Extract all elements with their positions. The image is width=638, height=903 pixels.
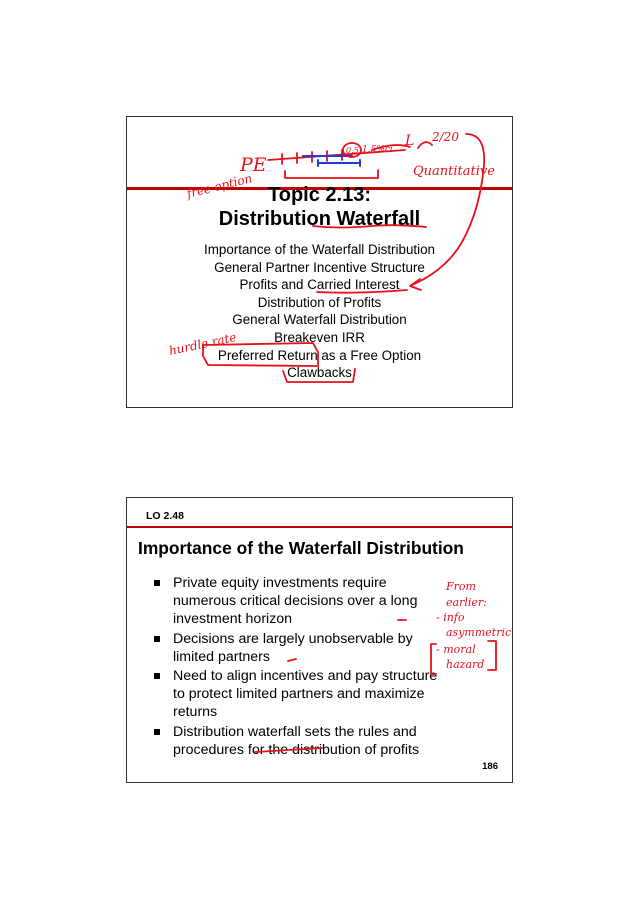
slide-topic — [126, 116, 513, 408]
annotation-line: From — [446, 580, 476, 593]
bullet-item: Decisions are largely unobservable by limited partners — [152, 630, 452, 666]
annotation-letter: L — [405, 133, 415, 149]
topic-item: Profits and Carried Interest — [239, 277, 400, 293]
annotation-circled-value: 0.5 — [346, 146, 359, 155]
bullet-square-icon — [154, 673, 160, 679]
slide-title: Importance of the Waterfall Distribution — [138, 538, 464, 558]
annotation-line: asymmetric — [446, 626, 512, 639]
annotation-fees: 2/20 — [432, 130, 459, 144]
topic-number: Topic 2.13: — [268, 184, 371, 206]
bullet-item: Need to align incentives and pay structure to protect limited partners and maximize returns — [152, 667, 452, 722]
annotation-pe: PE — [240, 154, 267, 176]
annotation-line: - info — [436, 611, 465, 624]
topic-item: Breakeven IRR — [274, 329, 365, 345]
slide-importance — [126, 497, 513, 783]
learning-objective-label: LO 2.48 — [146, 510, 184, 522]
bullet-item: Private equity investments require numerous critical decisions over a long investment horizon — [152, 574, 452, 629]
annotation-line: earlier: — [446, 596, 487, 609]
annotation-quantitative: Quantitative — [413, 164, 495, 179]
topic-item: Clawbacks — [287, 365, 352, 381]
page-number: 186 — [482, 761, 498, 772]
annotation-tick-note: 1.5%ci — [362, 145, 393, 155]
annotation-hurdle-rate: hurdle rate — [167, 330, 238, 358]
topic-contents-list — [127, 241, 512, 382]
slide-accent-bar — [127, 526, 512, 528]
topic-item: Importance of the Waterfall Distribution — [204, 242, 435, 257]
topic-item: Distribution of Profits — [257, 294, 382, 310]
annotation-line: - moral — [436, 643, 476, 656]
topic-item: General Partner Incentive Structure — [214, 259, 425, 275]
annotation-free-option: free option — [185, 171, 254, 201]
bullet-item: Distribution waterfall sets the rules and procedures for the distribution of profits — [152, 723, 452, 759]
topic-title: Distribution Waterfall — [218, 208, 421, 230]
topic-item: Preferred Return as a Free Option — [217, 347, 422, 363]
bullet-square-icon — [154, 580, 160, 586]
bullet-list — [152, 574, 452, 760]
bullet-square-icon — [154, 729, 160, 735]
bullet-square-icon — [154, 636, 160, 642]
topic-item: General Waterfall Distribution — [232, 312, 407, 328]
annotation-line: hazard — [446, 658, 485, 671]
